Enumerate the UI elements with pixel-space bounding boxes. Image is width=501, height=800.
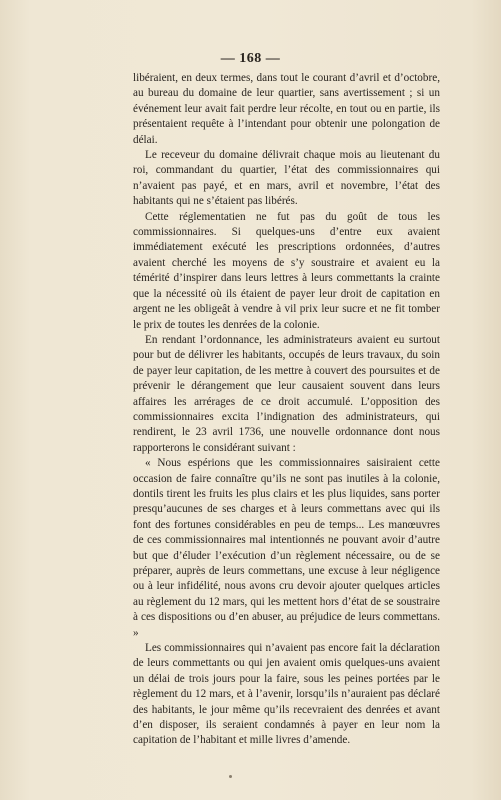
page-mark <box>229 775 232 778</box>
paragraph: Le receveur du domaine délivrait chaque mois au lieutenant du roi, commandant du quartier, l’état des commissionnaires qui n’avaient pas payé, et en mars, avril et novembre, l’état des habitants qui ne s’étaient pas libérés. <box>133 149 440 208</box>
quotation-paragraph: « Nous espérions que les commissionnaires saisiraient cette occasion de faire connaître qu’ils ne sont pas inutiles à la colonie, dontils tirent les fruits les plus clairs et les plus liquides, sans porter presqu’aucunes de ses charges et à leurs commettans avec qui ils font des fortunes considérables en peu de temps... Les manœuvres de ces commissionnaires mal intentionnés ne pouvant avoir d’autre but que d’éluder l’exécution d’un règlement nécessaire, ou de se préparer, auprès de leurs commettans, une excuse à leur négligence ou à leur infidélité, nous avons cru devoir ajouter quelques articles au règlement du 12 mars, qui les mettent hors d’état de se soustraire à ces dispositions ou d’en abuser, au préjudice de leurs commettans. » <box>133 457 440 639</box>
paragraph: libéraient, en deux termes, dans tout le courant d’avril et d’octobre, au bureau du domaine de leur quartier, sans avertissement ; si un événement leur avait fait perdre leur récolte, en tout ou en partie, ils présentaient requête à l’intendant pour obtenir une polongation de délai. <box>133 72 440 146</box>
paragraph: Les commissionnaires qui n’avaient pas encore fait la déclaration de leurs commettants ou qui jen avaient omis quelques-uns avaient un délai de trois jours pour la faire, sous les peines portées par le règlement du 12 mars, et à l’avenir, lorsqu’ils n’auraient pas déclaré des habitants, le jour même qu’ils recevraient des denrées et avant d’en disposer, ils seraient condamnés à payer en leur nom la capitation de l’habitant et mille livres d’amende. <box>133 642 440 747</box>
paragraph: En rendant l’ordonnance, les administrateurs avaient eu surtout pour but de délivrer les habitants, occupés de leurs travaux, du soin de payer leur capitation, de les mettre à couvert des poursuites et de prévenir le dérangement que leur causaient souvent dans leurs affaires les arrérages de ce droit accumulé. L’opposition des commissionnaires excita l’indignation des administrateurs, qui rendirent, le 23 avril 1736, une nouvelle ordonnance dont nous rapporterons le considérant suivant : <box>133 333 440 454</box>
page-number: — 168 — <box>220 51 281 66</box>
paragraph: Cette réglementatien ne fut pas du goût de tous les commissionnaires. Si quelques-uns d’entre eux avaient immédiatement exécuté les prescriptions ordonnées, d’autres avaient cherché les moyens de s’y soustraire et avaient eu la témérité d’inspirer dans leurs lettres à leurs commettants la crainte que la nécessité où ils étaient de payer leur droit de capitation en argent ne les obligeât à vendre à vil prix leur sucre et ne fit tomber le prix de toutes les denrées de la colonie. <box>133 210 440 331</box>
body-text <box>133 71 440 749</box>
